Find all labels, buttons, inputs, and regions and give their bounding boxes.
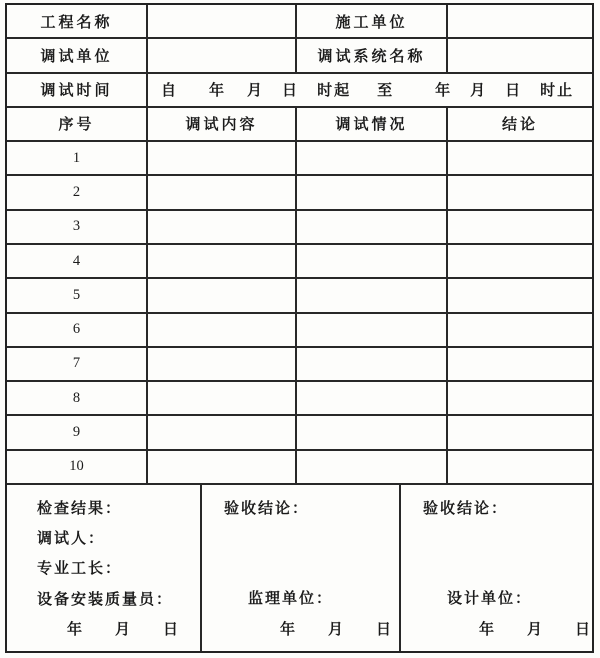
time-row [7, 74, 592, 108]
unit-info-row [7, 39, 592, 73]
project-name-label: 工程名称 [7, 5, 148, 37]
header-conclusion: 结论 [501, 117, 538, 134]
design-unit-label: 设计单位： [446, 590, 532, 607]
time-token-month1: 月 [247, 83, 265, 100]
serial-no-cell: 10 [7, 451, 148, 483]
conclusion-cell [448, 176, 592, 208]
conclusion-cell [448, 348, 592, 380]
header-serial-no: 序号 [7, 108, 148, 140]
table-row [7, 348, 592, 382]
day-label: 日 [163, 621, 181, 638]
day-label: 日 [376, 621, 394, 638]
table-row [7, 211, 592, 245]
content-cell [148, 279, 297, 311]
time-token-month2: 月 [470, 83, 488, 100]
time-label: 调试时间 [7, 74, 148, 106]
table-row [7, 416, 592, 450]
date-line [401, 618, 592, 639]
content-cell [148, 382, 297, 414]
day-label: 日 [574, 621, 592, 638]
acceptance-conclusion-label: 验收结论： [223, 500, 309, 517]
content-cell [148, 451, 297, 483]
month-label: 月 [328, 621, 346, 638]
serial-no-cell: 2 [7, 176, 148, 208]
commissioning-unit-label: 调试单位 [7, 39, 148, 71]
situation-cell [297, 382, 448, 414]
construction-unit-label: 施工单位 [297, 5, 448, 37]
time-token-hour-end: 时止 [540, 83, 575, 100]
quality-officer-label: 设备安装质量员： [37, 591, 174, 608]
table-row [7, 451, 592, 485]
conclusion-cell [448, 142, 592, 174]
conclusion-cell [448, 451, 592, 483]
conclusion-cell [448, 416, 592, 448]
time-token-year2: 年 [435, 83, 453, 100]
table-row [7, 314, 592, 348]
content-cell [148, 348, 297, 380]
conclusion-cell [448, 245, 592, 277]
project-info-row [7, 5, 592, 39]
serial-no-cell: 4 [7, 245, 148, 277]
situation-cell [297, 142, 448, 174]
content-cell [148, 142, 297, 174]
table-row [7, 142, 592, 176]
serial-no-cell: 6 [7, 314, 148, 346]
time-token-day2: 日 [505, 83, 523, 100]
serial-no-cell: 9 [7, 416, 148, 448]
year-label: 年 [67, 621, 85, 638]
situation-cell [297, 211, 448, 243]
situation-cell [297, 176, 448, 208]
date-line [37, 618, 200, 639]
date-line [202, 618, 399, 639]
table-row [7, 176, 592, 210]
content-cell [148, 211, 297, 243]
conclusion-cell [448, 211, 592, 243]
commissioning-record-form [5, 3, 594, 653]
commissioning-unit-value-cell [148, 39, 297, 71]
table-row [7, 382, 592, 416]
spacer [202, 518, 399, 587]
table-row [7, 245, 592, 279]
serial-no-cell: 7 [7, 348, 148, 380]
system-name-value-cell [448, 39, 592, 71]
serial-no-cell: 5 [7, 279, 148, 311]
construction-unit-value-cell [448, 5, 592, 37]
situation-cell [297, 279, 448, 311]
conclusion-cell [448, 279, 592, 311]
project-name-value-cell [148, 5, 297, 37]
time-token-day1: 日 [282, 83, 300, 100]
header-situation: 调试情况 [297, 108, 448, 140]
design-conclusion-cell [401, 485, 592, 651]
year-label: 年 [478, 621, 496, 638]
time-value-cell [148, 74, 592, 106]
situation-cell [297, 451, 448, 483]
situation-cell [297, 314, 448, 346]
time-token-from: 自 [161, 83, 179, 100]
inspection-result-cell [7, 485, 202, 651]
content-cell [148, 416, 297, 448]
month-label: 月 [526, 621, 544, 638]
table-header-row [7, 108, 592, 142]
content-cell [148, 314, 297, 346]
spacer [401, 518, 592, 587]
time-token-year1: 年 [209, 83, 227, 100]
time-token-to: 至 [377, 83, 395, 100]
serial-no-cell: 3 [7, 211, 148, 243]
month-label: 月 [115, 621, 133, 638]
serial-no-cell: 1 [7, 142, 148, 174]
time-token-hour-start: 时起 [317, 83, 352, 100]
serial-no-cell: 8 [7, 382, 148, 414]
content-cell [148, 245, 297, 277]
supervision-unit-label: 监理单位： [247, 590, 333, 607]
year-label: 年 [279, 621, 297, 638]
system-name-label: 调试系统名称 [297, 39, 448, 71]
signature-section [7, 485, 592, 651]
conclusion-cell [448, 382, 592, 414]
supervision-conclusion-cell [202, 485, 401, 651]
situation-cell [297, 245, 448, 277]
content-cell [148, 176, 297, 208]
situation-cell [297, 348, 448, 380]
table-row [7, 279, 592, 313]
inspection-result-label: 检查结果： [37, 500, 123, 517]
situation-cell [297, 416, 448, 448]
header-content: 调试内容 [148, 108, 297, 140]
acceptance-conclusion-label: 验收结论： [422, 500, 508, 517]
commissioner-label: 调试人： [37, 531, 106, 548]
conclusion-cell [448, 314, 592, 346]
foreman-label: 专业工长： [37, 561, 123, 578]
